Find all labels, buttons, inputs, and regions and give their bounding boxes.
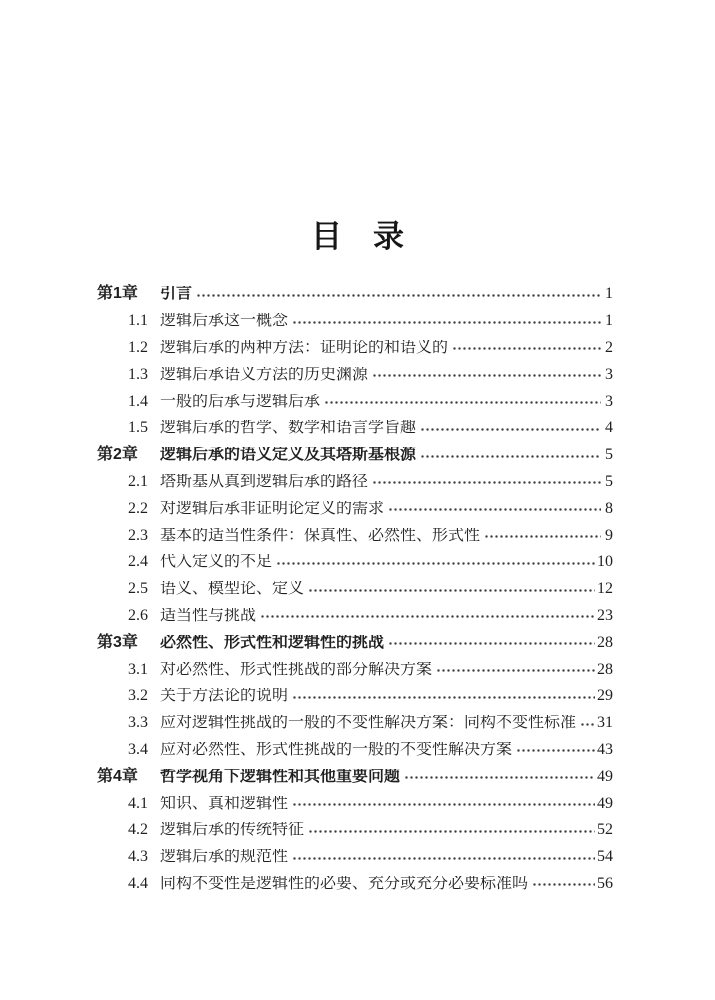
toc-entry-page: 5 (605, 472, 613, 490)
toc-row (97, 603, 613, 630)
dot-leader (388, 495, 601, 522)
toc-entry-number: 1.5 (128, 419, 148, 437)
toc-entry-page: 52 (597, 821, 613, 839)
toc-entry-title: 逻辑后承的传统特征 (160, 822, 305, 839)
toc-entry-page: 9 (605, 526, 613, 544)
toc-entry-page: 5 (605, 446, 613, 464)
toc-entry-page: 3 (605, 392, 613, 410)
toc-entry-title: 引言 (160, 286, 193, 303)
toc-entry-number: 4.1 (128, 794, 148, 812)
toc-entry-title: 逻辑后承的哲学、数学和语言学旨趣 (160, 420, 417, 437)
toc-entry-number: 3.2 (128, 687, 148, 705)
toc-entry-page: 3 (605, 365, 613, 383)
toc-entry-page: 49 (597, 794, 613, 812)
toc-entry-page: 23 (597, 606, 613, 624)
toc-entry-number: 1.3 (128, 365, 148, 383)
dot-leader (532, 871, 595, 898)
dot-leader (580, 710, 595, 737)
page-title: 目 录 (311, 219, 404, 254)
toc-entry-title: 必然性、形式性和逻辑性的挑战 (160, 634, 385, 651)
dot-leader (452, 335, 601, 362)
toc-entry-title: 关于方法论的说明 (160, 688, 289, 705)
toc-entry-title: 塔斯基从真到逻辑后承的路径 (160, 473, 369, 490)
toc-entry-title: 同构不变性是逻辑性的必要、充分或充分必要标准吗 (160, 875, 529, 892)
toc-entry-page: 10 (597, 553, 613, 571)
toc-entry-page: 1 (605, 312, 613, 330)
toc-entry-title: 语义、模型论、定义 (160, 581, 305, 598)
toc-row (97, 308, 613, 335)
toc-entry-number: 4.2 (128, 821, 148, 839)
toc-entry-title: 知识、真和逻辑性 (160, 795, 289, 812)
toc-row (97, 281, 613, 308)
dot-leader (308, 576, 595, 603)
toc-entry-page: 4 (605, 419, 613, 437)
toc-entry-page: 31 (597, 714, 613, 732)
toc-entry-number: 第3章 (97, 633, 138, 651)
toc-entry-page: 28 (597, 660, 613, 678)
toc-entry-number: 1.2 (128, 338, 148, 356)
toc-entry-title: 代入定义的不足 (160, 554, 273, 571)
toc-row (97, 683, 613, 710)
toc-row (97, 469, 613, 496)
toc-entry-number: 2.5 (128, 580, 148, 598)
toc-entry-title: 适当性与挑战 (160, 607, 257, 624)
toc-entry-title: 哲学视角下逻辑性和其他重要问题 (160, 768, 401, 785)
toc-entry-number: 2.4 (128, 553, 148, 571)
toc-row (97, 361, 613, 388)
toc-entry-number: 第2章 (97, 446, 138, 464)
dot-leader (292, 308, 601, 335)
toc-row (97, 388, 613, 415)
toc-row (97, 576, 613, 603)
toc-row (97, 656, 613, 683)
toc-entry-number: 第1章 (97, 285, 138, 303)
dot-leader (276, 549, 595, 576)
dot-leader (292, 844, 595, 871)
toc-entry-page: 8 (605, 499, 613, 517)
dot-leader (372, 361, 601, 388)
dot-leader (292, 683, 595, 710)
toc-entry-title: 对必然性、形式性挑战的部分解决方案 (160, 661, 433, 678)
toc-entry-title: 逻辑后承的语义定义及其塔斯基根源 (160, 447, 417, 464)
dot-leader (324, 388, 601, 415)
toc-entry-number: 1.1 (128, 312, 148, 330)
toc-entry-number: 2.3 (128, 526, 148, 544)
toc-entry-title: 基本的适当性条件：保真性、必然性、形式性 (160, 527, 481, 544)
toc-entry-number: 2.6 (128, 606, 148, 624)
toc-entry-number: 2.1 (128, 472, 148, 490)
toc-entry-title: 应对逻辑性挑战的一般的不变性解决方案：同构不变性标准 (160, 715, 577, 732)
toc-entry-page: 43 (597, 740, 613, 758)
toc-entry-title: 一般的后承与逻辑后承 (160, 393, 321, 410)
toc-entry-page: 54 (597, 848, 613, 866)
toc-row (97, 495, 613, 522)
toc-entry-page: 12 (597, 580, 613, 598)
toc-row (97, 790, 613, 817)
dot-leader (484, 522, 601, 549)
toc-entry-number: 第4章 (97, 767, 138, 785)
toc-row (97, 442, 613, 469)
toc-entry-title: 逻辑后承语义方法的历史渊源 (160, 366, 369, 383)
toc-row (97, 817, 613, 844)
toc-row (97, 844, 613, 871)
toc-row (97, 710, 613, 737)
toc-entry-number: 4.3 (128, 848, 148, 866)
dot-leader (372, 469, 601, 496)
dot-leader (196, 281, 601, 308)
dot-leader (292, 790, 595, 817)
dot-leader (420, 415, 601, 442)
toc-entry-title: 逻辑后承的规范性 (160, 849, 289, 866)
toc-list (97, 281, 613, 897)
dot-leader (420, 442, 601, 469)
toc-entry-title: 逻辑后承这一概念 (160, 313, 289, 330)
toc-entry-number: 1.4 (128, 392, 148, 410)
toc-entry-page: 28 (597, 633, 613, 651)
dot-leader (516, 737, 595, 764)
toc-row (97, 763, 613, 790)
dot-leader (436, 656, 595, 683)
dot-leader (260, 603, 595, 630)
toc-entry-page: 29 (597, 687, 613, 705)
toc-entry-number: 3.4 (128, 740, 148, 758)
toc-row (97, 549, 613, 576)
toc-row (97, 629, 613, 656)
toc-entry-page: 56 (597, 874, 613, 892)
toc-entry-title: 应对必然性、形式性挑战的一般的不变性解决方案 (160, 741, 513, 758)
dot-leader (308, 817, 595, 844)
toc-entry-page: 49 (597, 767, 613, 785)
toc-entry-number: 4.4 (128, 874, 148, 892)
toc-row (97, 871, 613, 898)
toc-entry-page: 1 (605, 285, 613, 303)
dot-leader (388, 629, 595, 656)
toc-entry-title: 逻辑后承的两种方法：证明论的和语义的 (160, 339, 449, 356)
toc-row (97, 737, 613, 764)
dot-leader (404, 763, 595, 790)
toc-entry-title: 对逻辑后承非证明论定义的需求 (160, 500, 385, 517)
toc-entry-number: 3.3 (128, 714, 148, 732)
toc-row (97, 415, 613, 442)
toc-entry-number: 3.1 (128, 660, 148, 678)
toc-row (97, 335, 613, 362)
toc-entry-number: 2.2 (128, 499, 148, 517)
toc-row (97, 522, 613, 549)
toc-entry-page: 2 (605, 338, 613, 356)
